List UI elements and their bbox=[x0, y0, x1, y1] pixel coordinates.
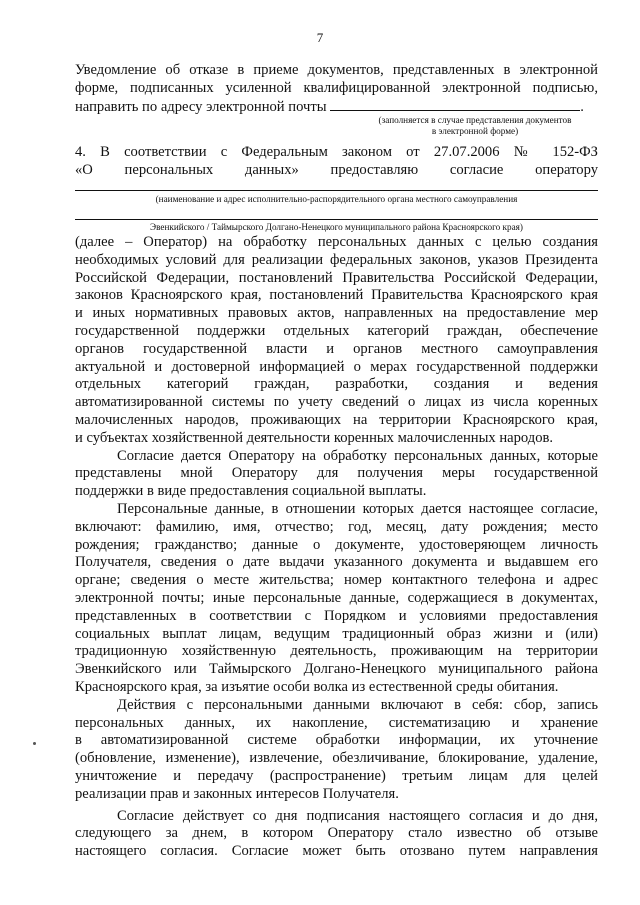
text-line: в автоматизированной системе обработки информации, их уточнение bbox=[75, 732, 598, 749]
scan-speck bbox=[33, 742, 36, 745]
text-line: социальных выплат лицам, ведущим традиционный образ жизни и (или) bbox=[75, 625, 598, 642]
notice-caption-2: в электронной форме) bbox=[431, 126, 519, 136]
text-line: Персональные данные, в отношении которых дается настоящее согласие, bbox=[117, 500, 598, 517]
text-line: органе; сведения о месте жительства; номер контактного телефона и адрес bbox=[75, 572, 598, 589]
text-line: Действия с персональными данными включают в себя: сбор, запись bbox=[117, 696, 598, 713]
notice-line-2: форме, подписанных усиленной квалифицированной электронной подписью, bbox=[75, 79, 598, 96]
text-line: законов Красноярского края, постановлений Правительства Красноярского края bbox=[75, 287, 598, 304]
notice-email-label: направить по адресу электронной почты bbox=[75, 98, 327, 115]
paragraph-purpose bbox=[75, 234, 598, 861]
text-line: (обновление, изменение), извлечение, обезличивание, блокирование, удаление, bbox=[75, 750, 598, 767]
district-caption: Эвенкийского / Таймырского Долгано-Ненецкого муниципального района Красноярского края) bbox=[150, 222, 523, 232]
text-line: государственной поддержки отдельных категорий граждан, обеспечение bbox=[75, 322, 598, 339]
operator-address-line[interactable] bbox=[75, 219, 598, 220]
text-line: Согласие дается Оператору на обработку персональных данных, которые bbox=[117, 447, 598, 464]
notice-period: . bbox=[580, 98, 584, 115]
page-number: 7 bbox=[316, 30, 324, 45]
text-line: рождения; гражданство; данные о документе, удостоверяющем личность bbox=[75, 536, 598, 553]
text-line: необходимых условий для реализации федеральных законов, указов Президента bbox=[75, 251, 598, 268]
text-line: традиционную хозяйственную деятельность, проживающим на территории bbox=[75, 643, 598, 660]
text-line: Получателя, сведения о дате выдачи указанного документа и выдавшем его bbox=[75, 554, 598, 571]
text-line: Красноярского края, за изъятие особи волка из естественной среды обитания. bbox=[75, 678, 559, 695]
text-line: автоматизированной системы по учету сведений о лицах из числа коренных bbox=[75, 394, 598, 411]
section-4-header bbox=[75, 144, 598, 180]
text-line: актуальной и достоверной информацией о мерах государственной поддержки bbox=[75, 358, 598, 375]
text-line: отдельных категорий граждан, разработки, создания и ведения bbox=[75, 376, 598, 393]
notice-block bbox=[75, 62, 598, 115]
text-line: органов государственной власти и органов местного самоуправления bbox=[75, 340, 598, 357]
notice-line-3 bbox=[75, 98, 598, 116]
text-line: Согласие действует со дня подписания настоящего согласия и до дня, bbox=[117, 807, 598, 824]
section-4-line-2: «О персональных данных» предоставляю согласие оператору bbox=[75, 161, 598, 178]
text-line: и иных нормативных правовых актов, направленных на предоставление мер bbox=[75, 305, 598, 322]
text-line: представленных в соответствии с Порядком и условиями предоставления bbox=[75, 607, 598, 624]
email-address-field[interactable] bbox=[330, 98, 580, 111]
text-line: малочисленных народов, проживающих на территории Красноярского края, bbox=[75, 411, 598, 428]
operator-name-line[interactable] bbox=[75, 190, 598, 191]
text-line: уничтожение и передачу (распространение) третьим лицам для целей bbox=[75, 767, 598, 784]
text-line: следующего за днем, в котором Оператору стало известно об отзыве bbox=[75, 825, 598, 842]
text-line: Российской Федерации, постановлений Правительства Российской Федерации, bbox=[75, 269, 598, 286]
text-line: поддержки в виде предоставления социальной выплаты. bbox=[75, 483, 427, 500]
text-line: Эвенкийского или Таймырского Долгано-Ненецкого муниципального района bbox=[75, 661, 598, 678]
text-line: включают: фамилию, имя, отчество; год, месяц, дату рождения; место bbox=[75, 518, 598, 535]
operator-caption: (наименование и адрес исполнительно-распорядительного органа местного самоуправления bbox=[155, 194, 518, 204]
text-line: реализации прав и законных интересов Получателя. bbox=[75, 785, 399, 802]
text-line: настоящего согласия. Согласие может быть отозвано путем направления bbox=[75, 843, 598, 860]
text-line: персональных данных, их накопление, систематизацию и хранение bbox=[75, 714, 598, 731]
text-line: и субъектах хозяйственной деятельности коренных малочисленных народов. bbox=[75, 429, 554, 446]
section-4-line-1: 4. В соответствии с Федеральным законом от 27.07.2006 № 152-ФЗ bbox=[75, 144, 598, 160]
text-line: (далее – Оператор) на обработку персональных данных с целью создания bbox=[75, 234, 598, 250]
text-line: электронной почты; иные персональные данные, содержащиеся в документах, bbox=[75, 589, 598, 606]
notice-caption-1: (заполняется в случае представления документов bbox=[378, 115, 572, 125]
text-line: представлены мной Оператору для получения меры государственной bbox=[75, 465, 598, 482]
notice-line-1: Уведомление об отказе в приеме документов, представленных в электронной bbox=[75, 62, 598, 78]
